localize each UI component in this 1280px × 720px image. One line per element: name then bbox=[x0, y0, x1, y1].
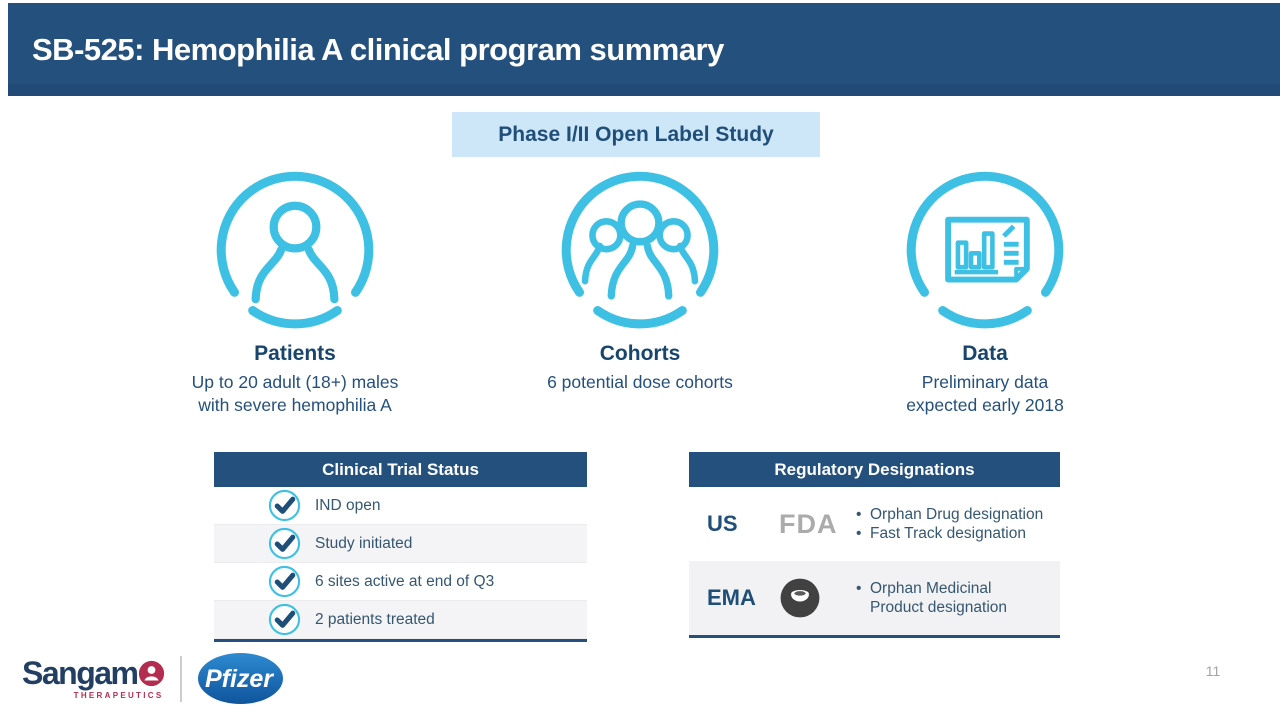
check-icon bbox=[268, 603, 301, 636]
footer-logos bbox=[22, 652, 284, 705]
status-label: Study initiated bbox=[315, 534, 413, 552]
cohorts-icon bbox=[558, 168, 722, 332]
region-label-ema: EMA bbox=[707, 585, 756, 610]
table-row-us bbox=[689, 487, 1060, 561]
column-cohorts bbox=[460, 168, 820, 394]
column-patients bbox=[115, 168, 475, 416]
status-table-rows bbox=[214, 487, 587, 639]
column-title-cohorts: Cohorts bbox=[599, 342, 681, 365]
sangamo-wordmark: Sangam bbox=[22, 655, 138, 691]
ema-logo-icon bbox=[779, 577, 821, 619]
column-title-data: Data bbox=[962, 342, 1008, 365]
status-label: IND open bbox=[315, 496, 381, 514]
column-title-patients: Patients bbox=[254, 342, 336, 365]
patient-icon bbox=[213, 168, 377, 332]
ema-logo bbox=[779, 577, 855, 619]
fda-logo-text: FDA bbox=[779, 508, 838, 539]
column-desc-patients: Up to 20 adult (18+) males with severe hemophilia A bbox=[191, 372, 399, 415]
check-icon bbox=[268, 565, 301, 598]
table-row bbox=[214, 563, 587, 601]
page-title: SB-525: Hemophilia A clinical program summary bbox=[32, 31, 724, 67]
designation-item: • Orphan Drug designation bbox=[855, 505, 1043, 525]
us-designations bbox=[855, 505, 1043, 544]
table-row bbox=[214, 601, 587, 639]
data-chart-icon bbox=[903, 168, 1067, 332]
pfizer-logo bbox=[197, 652, 284, 705]
slide-header-bar bbox=[8, 3, 1280, 96]
table-row bbox=[214, 525, 587, 563]
phase-banner-label: Phase I/II Open Label Study bbox=[498, 122, 774, 146]
pfizer-wordmark: Pfizer bbox=[205, 665, 274, 693]
designation-item: • Fast Track designation bbox=[855, 524, 1043, 544]
status-label: 2 patients treated bbox=[315, 610, 435, 628]
sangamo-wordmark-row bbox=[22, 657, 165, 689]
check-icon bbox=[268, 489, 301, 522]
regulatory-designations-table bbox=[689, 452, 1060, 638]
clinical-trial-status-table bbox=[214, 452, 587, 642]
status-table-bottom-rule bbox=[214, 639, 587, 642]
phase-banner bbox=[452, 112, 820, 157]
sangamo-subtext: THERAPEUTICS bbox=[73, 691, 164, 700]
regulatory-table-header: Regulatory Designations bbox=[689, 452, 1060, 487]
check-icon bbox=[268, 527, 301, 560]
table-row-ema bbox=[689, 561, 1060, 635]
region-label-us: US bbox=[707, 511, 738, 536]
footer-divider bbox=[180, 656, 182, 702]
page-number: 11 bbox=[1205, 663, 1221, 679]
table-row bbox=[214, 487, 587, 525]
status-table-header: Clinical Trial Status bbox=[214, 452, 587, 487]
regulatory-table-bottom-rule bbox=[689, 635, 1060, 638]
ema-designations bbox=[855, 579, 1015, 618]
fda-logo bbox=[779, 509, 855, 540]
status-label: 6 sites active at end of Q3 bbox=[315, 572, 495, 590]
person-badge-icon bbox=[138, 660, 165, 687]
column-desc-cohorts: 6 potential dose cohorts bbox=[547, 372, 733, 392]
sangamo-logo bbox=[22, 657, 165, 700]
column-data bbox=[805, 168, 1165, 416]
column-desc-data: Preliminary data expected early 2018 bbox=[906, 372, 1064, 415]
designation-item: • Orphan Medicinal Product designation bbox=[855, 579, 1015, 618]
